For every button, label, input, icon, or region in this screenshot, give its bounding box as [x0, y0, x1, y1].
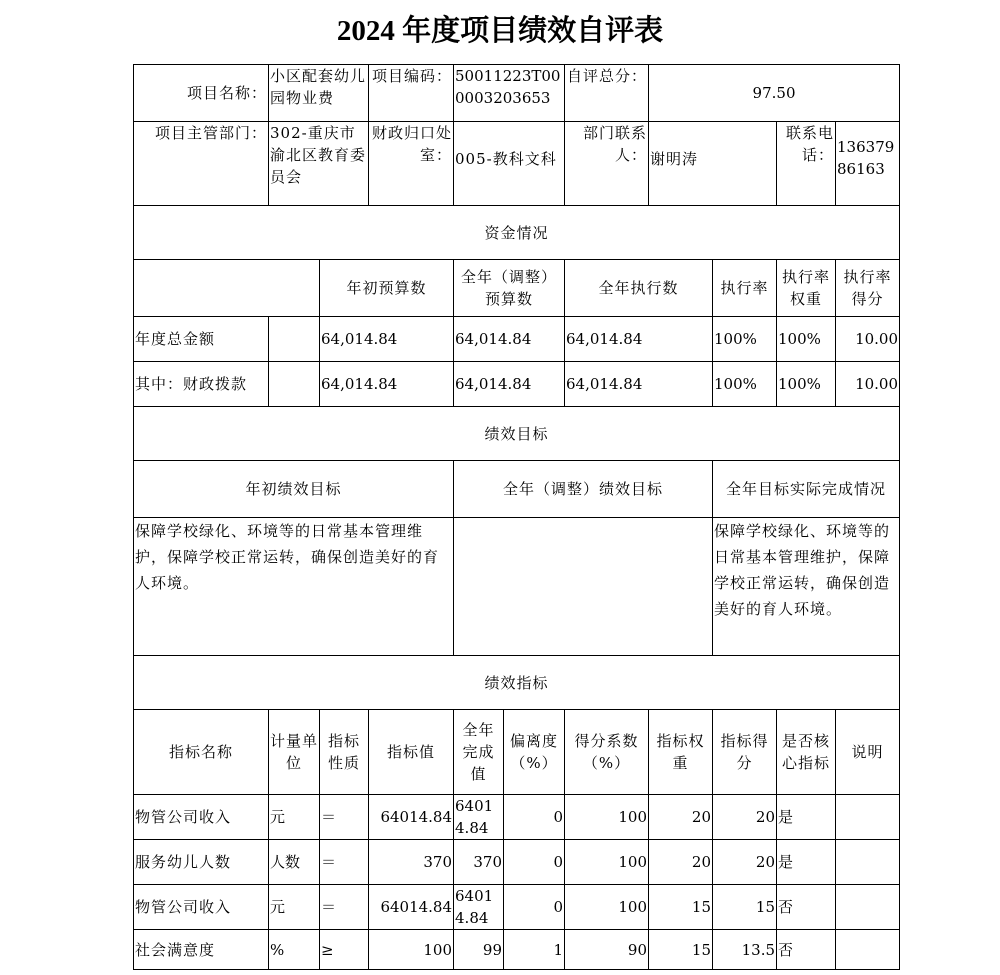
- funds-initial: 64,014.84: [320, 317, 454, 362]
- phone-label: 联系电话：: [777, 122, 836, 206]
- funds-score: 10.00: [836, 317, 900, 362]
- indicator-target: 370: [369, 840, 454, 885]
- indicator-deviation: 0: [504, 840, 565, 885]
- funds-adjusted: 64,014.84: [454, 317, 565, 362]
- indicator-unit: %: [269, 930, 320, 970]
- indicator-deviation: 0: [504, 885, 565, 930]
- indicator-unit: 元: [269, 885, 320, 930]
- indicator-name: 社会满意度: [134, 930, 269, 970]
- indicator-score: 20: [713, 840, 777, 885]
- indicator-coef: 90: [565, 930, 649, 970]
- col-note: 说明: [836, 710, 900, 795]
- col-adjusted-budget: 全年（调整）预算数: [454, 260, 565, 317]
- funds-executed: 64,014.84: [565, 317, 713, 362]
- indicator-core: 否: [777, 930, 836, 970]
- indicator-actual: 64014.84: [454, 885, 504, 930]
- funds-row-label: 其中：财政拨款: [134, 362, 269, 407]
- indicator-name: 物管公司收入: [134, 885, 269, 930]
- total-score: 97.50: [649, 65, 900, 122]
- finance-office: 005-教科文科: [454, 122, 565, 206]
- funds-weight: 100%: [777, 317, 836, 362]
- phone: 13637986163: [836, 122, 900, 206]
- indicator-unit: 元: [269, 795, 320, 840]
- col-initial-budget: 年初预算数: [320, 260, 454, 317]
- indicator-name: 服务幼儿人数: [134, 840, 269, 885]
- table-row: [134, 930, 900, 970]
- table-row: [134, 795, 900, 840]
- indicator-weight: 20: [649, 795, 713, 840]
- project-code: 50011223T000003203653: [454, 65, 565, 122]
- dept: 302-重庆市渝北区教育委员会: [269, 122, 369, 206]
- indicator-actual: 99: [454, 930, 504, 970]
- indicator-nature: ＝: [320, 885, 369, 930]
- funds-row-blank: [269, 362, 320, 407]
- indicator-target: 64014.84: [369, 885, 454, 930]
- indicator-coef: 100: [565, 885, 649, 930]
- funds-rate: 100%: [713, 317, 777, 362]
- indicator-score: 15: [713, 885, 777, 930]
- col-actual-goal: 全年目标实际完成情况: [713, 461, 900, 518]
- funds-row: [134, 362, 900, 407]
- col-initial-goal: 年初绩效目标: [134, 461, 454, 518]
- indicators-section-title: 绩效指标: [134, 656, 900, 710]
- col-nature: 指标性质: [320, 710, 369, 795]
- funds-row-label: 年度总金额: [134, 317, 269, 362]
- project-name: 小区配套幼儿园物业费: [269, 65, 369, 122]
- indicator-note: [836, 795, 900, 840]
- indicator-deviation: 0: [504, 795, 565, 840]
- indicator-core: 否: [777, 885, 836, 930]
- col-adjusted-goal: 全年（调整）绩效目标: [454, 461, 713, 518]
- goals-section-title: 绩效目标: [134, 407, 900, 461]
- indicator-core: 是: [777, 795, 836, 840]
- col-score: 指标得分: [713, 710, 777, 795]
- table-row: [134, 885, 900, 930]
- col-executed: 全年执行数: [565, 260, 713, 317]
- indicator-nature: ＝: [320, 795, 369, 840]
- indicator-weight: 15: [649, 930, 713, 970]
- indicator-note: [836, 930, 900, 970]
- funds-executed: 64,014.84: [565, 362, 713, 407]
- contact: 谢明涛: [649, 122, 777, 206]
- indicator-actual: 370: [454, 840, 504, 885]
- total-score-label: 自评总分：: [565, 65, 649, 122]
- indicator-coef: 100: [565, 795, 649, 840]
- indicator-weight: 20: [649, 840, 713, 885]
- indicator-nature: ≥: [320, 930, 369, 970]
- indicator-name: 物管公司收入: [134, 795, 269, 840]
- col-exec-rate: 执行率: [713, 260, 777, 317]
- col-unit: 计量单位: [269, 710, 320, 795]
- project-code-label: 项目编码：: [369, 65, 454, 122]
- indicator-weight: 15: [649, 885, 713, 930]
- funds-weight: 100%: [777, 362, 836, 407]
- finance-office-label: 财政归口处室：: [369, 122, 454, 206]
- page-title: 2024 年度项目绩效自评表: [336, 15, 664, 47]
- funds-section-title: 资金情况: [134, 206, 900, 260]
- indicator-note: [836, 840, 900, 885]
- funds-corner: [134, 260, 320, 317]
- contact-label: 部门联系人：: [565, 122, 649, 206]
- funds-row-blank: [269, 317, 320, 362]
- adjusted-goal-text: [454, 518, 713, 656]
- performance-table: [133, 64, 900, 970]
- indicator-note: [836, 885, 900, 930]
- table-row: [134, 840, 900, 885]
- funds-rate: 100%: [713, 362, 777, 407]
- dept-label: 项目主管部门：: [134, 122, 269, 206]
- indicator-score: 13.5: [713, 930, 777, 970]
- col-weight: 指标权重: [649, 710, 713, 795]
- funds-initial: 64,014.84: [320, 362, 454, 407]
- funds-row: [134, 317, 900, 362]
- indicator-core: 是: [777, 840, 836, 885]
- indicator-unit: 人数: [269, 840, 320, 885]
- project-name-label: 项目名称：: [134, 65, 269, 122]
- col-deviation: 偏离度（%）: [504, 710, 565, 795]
- indicator-nature: ＝: [320, 840, 369, 885]
- col-indicator-name: 指标名称: [134, 710, 269, 795]
- col-core: 是否核心指标: [777, 710, 836, 795]
- indicator-target: 100: [369, 930, 454, 970]
- indicator-target: 64014.84: [369, 795, 454, 840]
- indicator-deviation: 1: [504, 930, 565, 970]
- col-actual: 全年完成值: [454, 710, 504, 795]
- indicator-coef: 100: [565, 840, 649, 885]
- col-coefficient: 得分系数（%）: [565, 710, 649, 795]
- col-exec-weight: 执行率权重: [777, 260, 836, 317]
- funds-adjusted: 64,014.84: [454, 362, 565, 407]
- indicator-actual: 64014.84: [454, 795, 504, 840]
- funds-score: 10.00: [836, 362, 900, 407]
- initial-goal-text: 保障学校绿化、环境等的日常基本管理维护，保障学校正常运转，确保创造美好的育人环境。: [134, 518, 454, 656]
- actual-goal-text: 保障学校绿化、环境等的日常基本管理维护，保障学校正常运转，确保创造美好的育人环境。: [713, 518, 900, 656]
- col-exec-score: 执行率得分: [836, 260, 900, 317]
- indicator-score: 20: [713, 795, 777, 840]
- col-target: 指标值: [369, 710, 454, 795]
